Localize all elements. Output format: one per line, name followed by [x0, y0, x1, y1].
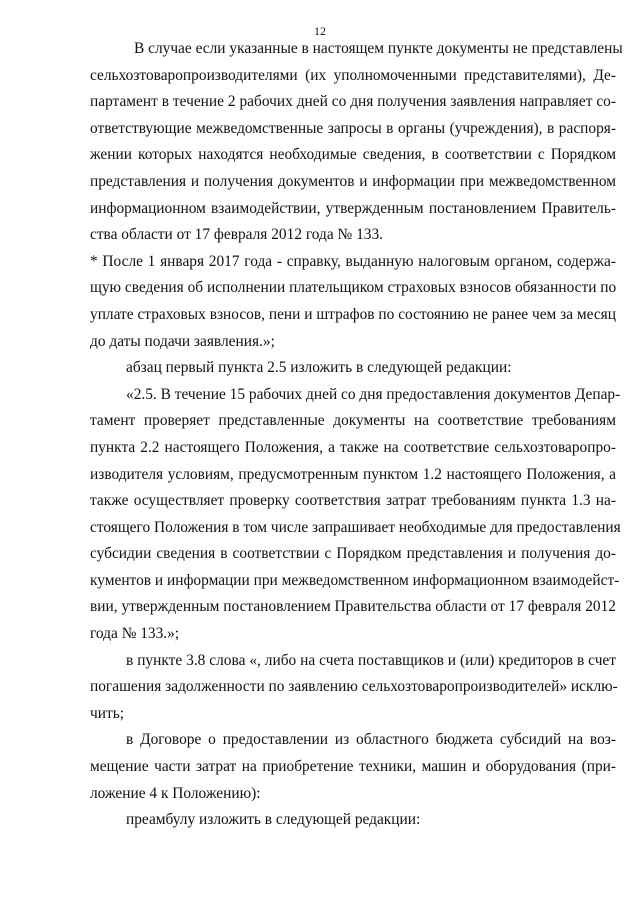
text-line: ложение 4 к Положению):: [90, 784, 261, 802]
text-line: года № 133.»;: [90, 625, 180, 643]
text-line: преамбулу изложить в следующей редакции:: [126, 811, 421, 829]
text-line: ответствующие межведомственные запросы в органы (учреждения), в распоря-: [90, 119, 616, 137]
text-line: в Договоре о предоставлении из областного бюджета субсидий на воз-: [126, 731, 616, 749]
text-line: мещение части затрат на приобретение техники, машин и оборудования (при-: [90, 758, 616, 776]
text-line: тамент проверяет представленные документы на соответствие требованиям: [90, 412, 616, 430]
text-line: стоящего Положения в том числе запрашивает необходимые для предоставления: [90, 518, 621, 536]
text-line: жении которых находятся необходимые сведения, в соответствии с Порядком: [90, 146, 616, 164]
text-line: чить;: [90, 704, 124, 722]
document-body: [90, 36, 623, 834]
text-line: в пункте 3.8 слова «, либо на счета поставщиков и (или) кредиторов в счет: [126, 651, 616, 669]
text-line: сельхозтоваропроизводителями (их уполномоченными представителями), Де-: [90, 66, 616, 84]
text-line: щую сведения об исполнении плательщиком страховых взносов обязанности по: [90, 279, 617, 297]
text-line: * После 1 января 2017 года - справку, выданную налоговым органом, содержа-: [90, 252, 616, 270]
text-line: субсидии сведения в соответствии с Порядком представления и получения до-: [90, 545, 616, 563]
text-line: также осуществляет проверку соответствия затрат требованиям пункта 1.3 на-: [90, 492, 616, 510]
text-line: абзац первый пункта 2.5 изложить в следующей редакции:: [126, 359, 512, 377]
text-line: информационном взаимодействии, утвержденным постановлением Правитель-: [90, 199, 616, 217]
text-line: уплате страховых взносов, пени и штрафов по состоянию не ранее чем за месяц: [90, 305, 616, 323]
text-line: представления и получения документов и информации при межведомственном: [90, 172, 616, 190]
text-line: изводителя условиям, предусмотренным пунктом 1.2 настоящего Положения, а: [90, 465, 616, 483]
text-line: пункта 2.2 настоящего Положения, а также на соответствие сельхозтоваропро-: [90, 438, 616, 456]
text-line: «2.5. В течение 15 рабочих дней со дня предоставления документов Депар-: [126, 385, 621, 403]
text-line: погашения задолженности по заявлению сельхозтоваропроизводителей» исклю-: [90, 678, 618, 696]
text-line: ства области от 17 февраля 2012 года № 133.: [90, 226, 384, 244]
page-number: 12: [314, 24, 326, 38]
text-line: до даты подачи заявления.»;: [90, 332, 275, 350]
text-line: вии, утвержденным постановлением Правительства области от 17 февраля 2012: [90, 598, 616, 616]
text-line: партамент в течение 2 рабочих дней со дня получения заявления направляет со-: [90, 93, 616, 111]
text-line: кументов и информации при межведомственном информационном взаимодейст-: [90, 571, 620, 589]
text-line: В случае если указанные в настоящем пункте документы не представлены: [134, 40, 623, 57]
